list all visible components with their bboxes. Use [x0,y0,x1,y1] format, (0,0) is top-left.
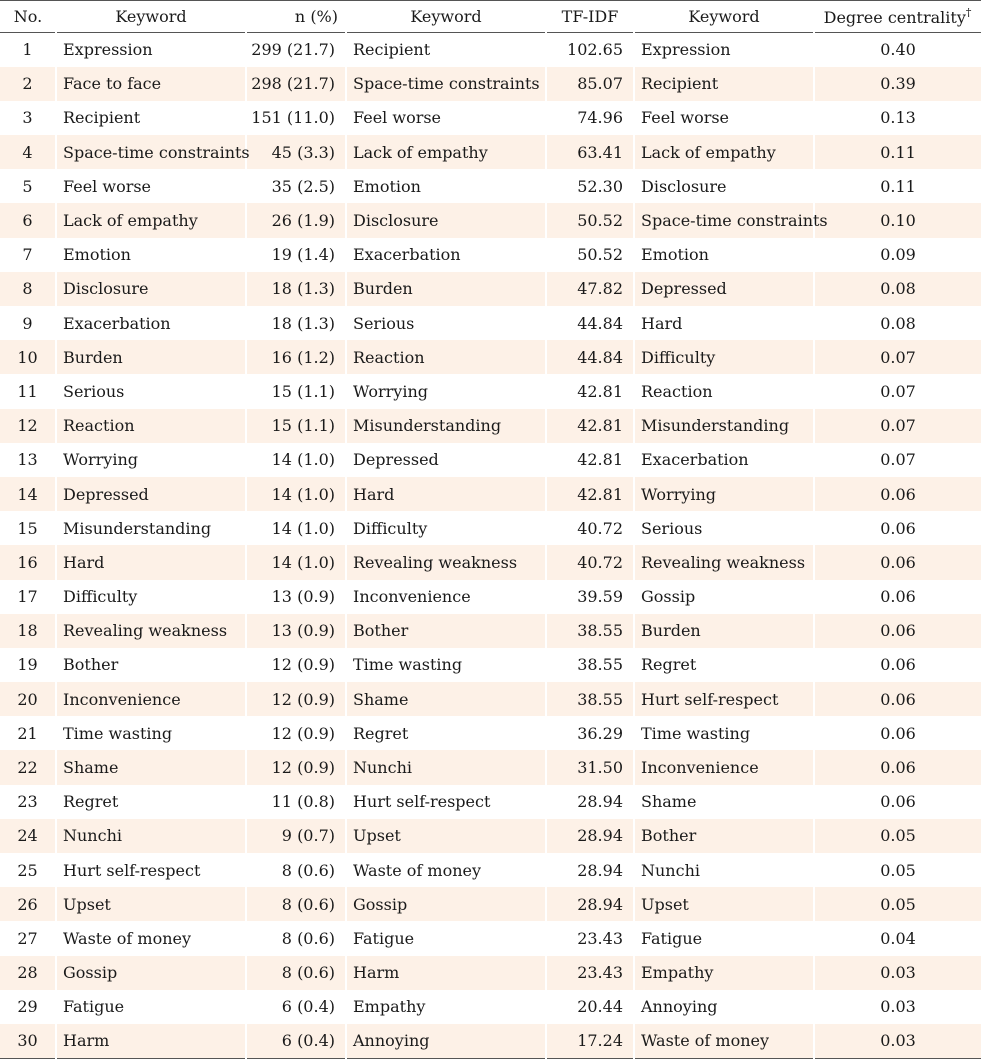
cell-keyword-tfidf: Recipient [346,33,546,67]
cell-keyword-degree: Revealing weakness [634,545,814,579]
header-degree-label: Degree centrality [823,8,966,27]
cell-degree-centrality: 0.03 [880,963,916,983]
cell-keyword-frequency: Emotion [56,238,246,272]
cell-no: 24 [0,819,56,853]
cell-keyword-frequency: Expression [56,33,246,67]
cell-tfidf: 28.94 [546,819,634,853]
cell-tfidf: 38.55 [546,614,634,648]
cell-keyword-degree: Disclosure [634,169,814,203]
cell-n-percent: 15 (1.1) [246,374,346,408]
table-row [0,887,981,921]
cell-no: 15 [0,511,56,545]
cell-n-percent: 26 (1.9) [246,203,346,237]
cell-degree-centrality: 0.09 [880,245,916,265]
cell-keyword-tfidf: Serious [346,306,546,340]
cell-degree-centrality: 0.05 [880,826,916,846]
cell-n-percent: 16 (1.2) [246,340,346,374]
cell-no: 1 [0,33,56,67]
cell-keyword-tfidf: Shame [346,682,546,716]
cell-degree-centrality: 0.40 [880,40,916,60]
cell-keyword-degree: Inconvenience [634,750,814,784]
cell-degree-centrality: 0.10 [880,211,916,231]
table-row [0,443,981,477]
cell-keyword-frequency: Hard [56,545,246,579]
cell-no: 6 [0,203,56,237]
cell-degree-centrality: 0.06 [880,621,916,641]
cell-degree-centrality: 0.13 [880,108,916,128]
cell-keyword-degree: Waste of money [634,1024,814,1058]
cell-n-percent: 11 (0.8) [246,785,346,819]
table-row [0,1024,981,1058]
cell-keyword-tfidf: Hurt self-respect [346,785,546,819]
cell-keyword-degree: Annoying [634,990,814,1024]
cell-keyword-tfidf: Upset [346,819,546,853]
cell-n-percent: 18 (1.3) [246,272,346,306]
cell-degree-centrality: 0.06 [880,484,916,504]
cell-keyword-degree: Hurt self-respect [634,682,814,716]
cell-keyword-frequency: Bother [56,648,246,682]
header-keyword-degree: Keyword [634,1,814,33]
cell-keyword-frequency: Gossip [56,956,246,990]
cell-keyword-frequency: Misunderstanding [56,511,246,545]
cell-n-percent: 298 (21.7) [246,67,346,101]
cell-keyword-frequency: Harm [56,1024,246,1058]
cell-tfidf: 17.24 [546,1024,634,1058]
cell-keyword-frequency: Depressed [56,477,246,511]
cell-degree-centrality: 0.06 [880,689,916,709]
cell-degree-centrality: 0.06 [880,552,916,572]
table-row [0,580,981,614]
cell-no: 5 [0,169,56,203]
cell-keyword-frequency: Regret [56,785,246,819]
cell-keyword-degree: Burden [634,614,814,648]
cell-degree-centrality: 0.06 [880,655,916,675]
cell-no: 19 [0,648,56,682]
cell-n-percent: 9 (0.7) [246,819,346,853]
header-n-percent [246,1,346,33]
cell-keyword-tfidf: Harm [346,956,546,990]
cell-no: 29 [0,990,56,1024]
cell-keyword-tfidf: Revealing weakness [346,545,546,579]
cell-no: 11 [0,374,56,408]
cell-keyword-degree: Emotion [634,238,814,272]
cell-no: 21 [0,716,56,750]
cell-tfidf: 23.43 [546,956,634,990]
table-row [0,956,981,990]
table-row [0,306,981,340]
cell-keyword-frequency: Disclosure [56,272,246,306]
cell-keyword-frequency: Serious [56,374,246,408]
header-keyword-frequency: Keyword [56,1,246,33]
cell-keyword-tfidf: Bother [346,614,546,648]
cell-keyword-tfidf: Disclosure [346,203,546,237]
cell-keyword-degree: Hard [634,306,814,340]
cell-tfidf: 52.30 [546,169,634,203]
cell-tfidf: 36.29 [546,716,634,750]
table-row [0,511,981,545]
cell-degree-centrality: 0.05 [880,860,916,880]
cell-n-percent: 15 (1.1) [246,409,346,443]
cell-no: 4 [0,135,56,169]
cell-tfidf: 42.81 [546,409,634,443]
cell-tfidf: 28.94 [546,853,634,887]
table-row [0,101,981,135]
cell-keyword-frequency: Nunchi [56,819,246,853]
cell-n-percent: 45 (3.3) [246,135,346,169]
cell-n-percent: 12 (0.9) [246,648,346,682]
cell-tfidf: 50.52 [546,238,634,272]
table-row [0,990,981,1024]
cell-no: 2 [0,67,56,101]
cell-no: 8 [0,272,56,306]
cell-keyword-tfidf: Reaction [346,340,546,374]
dagger-footnote-mark: † [965,6,972,19]
header-degree-centrality [814,1,981,33]
cell-keyword-degree: Exacerbation [634,443,814,477]
cell-no: 30 [0,1024,56,1058]
cell-n-percent: 18 (1.3) [246,306,346,340]
table-header [0,1,981,33]
cell-no: 25 [0,853,56,887]
table-row [0,67,981,101]
cell-no: 28 [0,956,56,990]
cell-degree-centrality: 0.08 [880,279,916,299]
cell-keyword-frequency: Waste of money [56,921,246,955]
cell-degree-centrality: 0.06 [880,518,916,538]
cell-tfidf: 102.65 [546,33,634,67]
cell-n-percent: 12 (0.9) [246,716,346,750]
table-row [0,340,981,374]
cell-tfidf: 40.72 [546,545,634,579]
table-row [0,819,981,853]
header-no: No. [0,1,56,33]
table-row [0,169,981,203]
table-row [0,785,981,819]
table-row [0,135,981,169]
cell-n-percent: 14 (1.0) [246,477,346,511]
cell-tfidf: 85.07 [546,67,634,101]
cell-keyword-tfidf: Waste of money [346,853,546,887]
table-row [0,750,981,784]
cell-keyword-degree: Lack of empathy [634,135,814,169]
cell-tfidf: 23.43 [546,921,634,955]
cell-tfidf: 50.52 [546,203,634,237]
cell-keyword-frequency: Revealing weakness [56,614,246,648]
cell-keyword-degree: Recipient [634,67,814,101]
cell-degree-centrality: 0.07 [880,416,916,436]
cell-keyword-degree: Bother [634,819,814,853]
cell-n-percent: 299 (21.7) [246,33,346,67]
header-keyword-tfidf: Keyword [346,1,546,33]
cell-keyword-frequency: Difficulty [56,580,246,614]
cell-degree-centrality: 0.11 [880,142,916,162]
cell-degree-centrality: 0.07 [880,381,916,401]
header-row [0,1,981,33]
cell-keyword-frequency: Recipient [56,101,246,135]
cell-n-percent: 19 (1.4) [246,238,346,272]
cell-no: 13 [0,443,56,477]
cell-keyword-tfidf: Inconvenience [346,580,546,614]
cell-no: 12 [0,409,56,443]
cell-no: 14 [0,477,56,511]
cell-n-percent: 14 (1.0) [246,511,346,545]
cell-keyword-degree: Regret [634,648,814,682]
cell-n-percent: 6 (0.4) [246,990,346,1024]
cell-keyword-frequency: Burden [56,340,246,374]
cell-degree-centrality: 0.07 [880,450,916,470]
table-row [0,33,981,67]
cell-no: 18 [0,614,56,648]
cell-tfidf: 44.84 [546,340,634,374]
cell-keyword-frequency: Worrying [56,443,246,477]
cell-tfidf: 28.94 [546,887,634,921]
cell-tfidf: 31.50 [546,750,634,784]
table-body [0,33,981,1059]
cell-n-percent: 35 (2.5) [246,169,346,203]
cell-no: 23 [0,785,56,819]
cell-keyword-tfidf: Fatigue [346,921,546,955]
cell-tfidf: 39.59 [546,580,634,614]
cell-keyword-degree: Nunchi [634,853,814,887]
cell-keyword-frequency: Space-time constraints [56,135,246,169]
cell-n-percent: 12 (0.9) [246,750,346,784]
cell-degree-centrality: 0.39 [880,74,916,94]
cell-keyword-tfidf: Depressed [346,443,546,477]
cell-keyword-tfidf: Gossip [346,887,546,921]
table-row [0,477,981,511]
cell-keyword-frequency: Feel worse [56,169,246,203]
cell-keyword-tfidf: Regret [346,716,546,750]
cell-degree-centrality: 0.11 [880,176,916,196]
cell-no: 16 [0,545,56,579]
table-row [0,374,981,408]
cell-keyword-degree: Worrying [634,477,814,511]
cell-n-percent: 8 (0.6) [246,853,346,887]
cell-keyword-frequency: Face to face [56,67,246,101]
cell-n-percent: 12 (0.9) [246,682,346,716]
cell-degree-centrality: 0.04 [880,928,916,948]
table-row [0,272,981,306]
cell-keyword-degree: Shame [634,785,814,819]
cell-keyword-degree: Empathy [634,956,814,990]
cell-keyword-tfidf: Time wasting [346,648,546,682]
cell-keyword-tfidf: Emotion [346,169,546,203]
cell-tfidf: 44.84 [546,306,634,340]
cell-no: 3 [0,101,56,135]
cell-n-percent: 8 (0.6) [246,921,346,955]
header-n-percent-label: n (%) [294,7,338,26]
cell-no: 20 [0,682,56,716]
table-row [0,409,981,443]
cell-keyword-degree: Fatigue [634,921,814,955]
cell-n-percent: 6 (0.4) [246,1024,346,1058]
cell-keyword-tfidf: Empathy [346,990,546,1024]
cell-keyword-degree: Misunderstanding [634,409,814,443]
cell-n-percent: 13 (0.9) [246,614,346,648]
cell-no: 27 [0,921,56,955]
cell-keyword-tfidf: Exacerbation [346,238,546,272]
cell-tfidf: 42.81 [546,477,634,511]
cell-tfidf: 38.55 [546,648,634,682]
cell-keyword-frequency: Shame [56,750,246,784]
cell-keyword-tfidf: Nunchi [346,750,546,784]
table-row [0,682,981,716]
cell-keyword-tfidf: Annoying [346,1024,546,1058]
table-row [0,648,981,682]
table-row [0,614,981,648]
cell-keyword-tfidf: Worrying [346,374,546,408]
cell-n-percent: 8 (0.6) [246,887,346,921]
cell-keyword-frequency: Inconvenience [56,682,246,716]
cell-tfidf: 47.82 [546,272,634,306]
cell-degree-centrality: 0.03 [814,1024,981,1058]
table-row [0,545,981,579]
cell-degree-centrality: 0.07 [880,347,916,367]
cell-no: 9 [0,306,56,340]
cell-tfidf: 42.81 [546,374,634,408]
cell-tfidf: 40.72 [546,511,634,545]
cell-keyword-degree: Gossip [634,580,814,614]
cell-degree-centrality: 0.08 [880,313,916,333]
cell-n-percent: 14 (1.0) [246,443,346,477]
cell-keyword-frequency: Reaction [56,409,246,443]
cell-keyword-tfidf: Burden [346,272,546,306]
table-row [0,853,981,887]
cell-keyword-frequency: Hurt self-respect [56,853,246,887]
cell-n-percent: 8 (0.6) [246,956,346,990]
cell-keyword-tfidf: Feel worse [346,101,546,135]
cell-no: 7 [0,238,56,272]
table-row [0,716,981,750]
table-row [0,921,981,955]
cell-keyword-frequency: Fatigue [56,990,246,1024]
cell-keyword-frequency: Exacerbation [56,306,246,340]
cell-tfidf: 38.55 [546,682,634,716]
cell-keyword-tfidf: Lack of empathy [346,135,546,169]
cell-keyword-degree: Depressed [634,272,814,306]
cell-keyword-tfidf: Misunderstanding [346,409,546,443]
cell-degree-centrality: 0.06 [880,758,916,778]
cell-keyword-degree: Expression [634,33,814,67]
cell-tfidf: 20.44 [546,990,634,1024]
cell-tfidf: 42.81 [546,443,634,477]
cell-n-percent: 151 (11.0) [246,101,346,135]
cell-keyword-degree: Reaction [634,374,814,408]
cell-degree-centrality: 0.05 [880,894,916,914]
cell-keyword-degree: Upset [634,887,814,921]
cell-degree-centrality: 0.03 [880,997,916,1017]
cell-n-percent: 13 (0.9) [246,580,346,614]
cell-no: 26 [0,887,56,921]
cell-keyword-tfidf: Space-time constraints [346,67,546,101]
cell-no: 10 [0,340,56,374]
cell-n-percent: 14 (1.0) [246,545,346,579]
cell-keyword-tfidf: Hard [346,477,546,511]
cell-tfidf: 63.41 [546,135,634,169]
cell-tfidf: 28.94 [546,785,634,819]
cell-keyword-degree: Time wasting [634,716,814,750]
cell-no: 17 [0,580,56,614]
cell-keyword-degree: Space-time constraints [634,203,814,237]
cell-keyword-degree: Serious [634,511,814,545]
cell-degree-centrality: 0.06 [880,723,916,743]
cell-degree-centrality: 0.06 [880,792,916,812]
cell-keyword-frequency: Upset [56,887,246,921]
cell-tfidf: 74.96 [546,101,634,135]
table-row [0,238,981,272]
header-tfidf: TF-IDF [546,1,634,33]
cell-keyword-frequency: Lack of empathy [56,203,246,237]
cell-keyword-degree: Difficulty [634,340,814,374]
cell-keyword-tfidf: Difficulty [346,511,546,545]
cell-keyword-frequency: Time wasting [56,716,246,750]
cell-degree-centrality: 0.06 [880,587,916,607]
cell-no: 22 [0,750,56,784]
table-row [0,203,981,237]
cell-keyword-degree: Feel worse [634,101,814,135]
